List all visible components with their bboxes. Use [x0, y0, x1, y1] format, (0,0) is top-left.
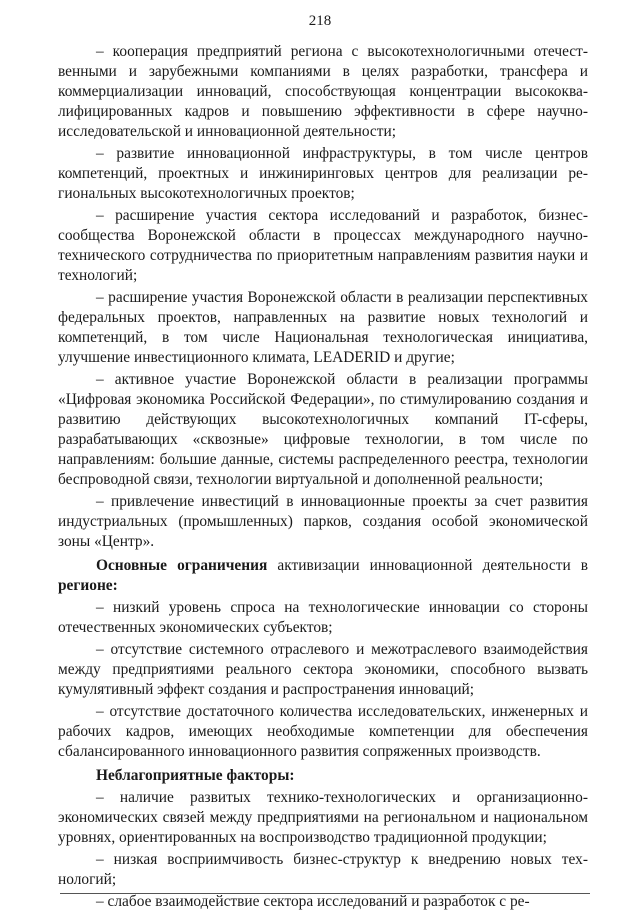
list-item: – низкая восприимчивость бизнес-структур к внедрению новых технологий;	[58, 851, 588, 888]
limitations-heading-bold: Основные ограничения	[96, 557, 268, 574]
limitations-heading-tail: регионе:	[58, 577, 118, 594]
list-item: – кооперация предприятий региона с высокотехнологичными отечественными и зарубежными компаниями в целях разработки, трансфера и коммерциализации инноваций, способствующая концентрации высококвалифицированных кадров и повышению эффективности в сфере научно-исследовательской и инновационной деятельности;	[58, 43, 588, 140]
footer-divider	[60, 893, 590, 894]
list-item: – активное участие Воронежской области в реализации программы «Цифровая экономика Российской Федерации», по стимулированию создания и развитию действующих высокотехнологичных компаний IT-сферы, разрабатывающих «сквозные» цифровые технологии, в том числе по направлениям: большие данные, системы распределенного реестра, технологии беспроводной связи, технологии виртуальной и дополненной реальности;	[58, 371, 588, 488]
list-item: – расширение участия Воронежской области в реализации перспективных федеральных проектов, направленных на развитие новых технологий и компетенций, в том числе Национальная технологическая инициатива, улучшение инвестиционного климата, LEADERID и другие;	[58, 289, 588, 366]
limitations-heading	[58, 556, 588, 596]
list-item: – отсутствие системного отраслевого и межотраслевого взаимодействия между предприятиями реального сектора экономики, способного вызвать кумулятивный эффект создания и распространения инноваций;	[58, 641, 588, 698]
limitations-heading-text: активизации инновационной деятельности в	[267, 557, 589, 574]
list-item: – расширение участия сектора исследований и разработок, бизнес-сообщества Воронежской области в процессах международного научно-технического сотрудничества по приоритетным направлениям развития науки и технологий;	[58, 207, 588, 284]
page-body	[58, 40, 588, 912]
list-item: – низкий уровень спроса на технологические инновации со стороны отечественных экономических субъектов;	[58, 599, 588, 636]
list-item: – слабое взаимодействие сектора исследований и разработок с ре-	[96, 893, 530, 910]
unfavorable-heading: Неблагоприятные факторы:	[96, 767, 295, 784]
page-number: 218	[308, 13, 332, 29]
list-item: – отсутствие достаточного количества исследовательских, инженерных и рабочих кадров, имеющих необходимые компетенции для обеспечения сбалансированного инновационного развития сопряженных производств.	[58, 703, 588, 760]
list-item: – развитие инновационной инфраструктуры, в том числе центров компетенций, проектных и инжиниринговых центров для реализации региональных высокотехнологичных проектов;	[58, 145, 588, 202]
list-item: – наличие развитых технико-технологических и организационно-экономических связей между предприятиями на региональном и национальном уровнях, ориентированных на воспроизводство традиционной продукции;	[58, 789, 588, 846]
list-item: – привлечение инвестиций в инновационные проекты за счет развития индустриальных (промышленных) парков, создания особой экономической зоны «Центр».	[58, 493, 588, 550]
